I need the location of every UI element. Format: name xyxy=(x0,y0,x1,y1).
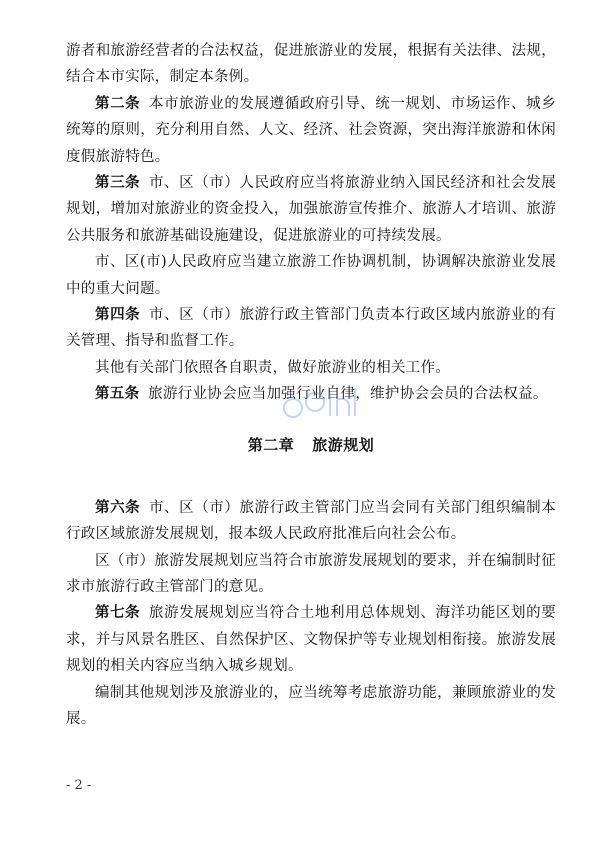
continuation-paragraph: 游者和旅游经营者的合法权益，促进旅游业的发展，根据有关法律、法规，结合本市实际，制定本条例。 xyxy=(66,43,556,86)
article-text: 市、区（市）人民政府应当将旅游业纳入国民经济和社会发展规划，增加对旅游业的资金投入，加强旅游宣传推介、旅游人才培训、旅游公共服务和旅游基础设施建设，促进旅游业的可持续发展。 xyxy=(66,175,556,244)
article-text: 市、区(市)人民政府应当建立旅游工作协调机制，协调解决旅游业发展中的重大问题。 xyxy=(66,254,556,297)
article-text: 区（市）旅游发展规划应当符合市旅游发展规划的要求，并在编制时征求市旅游行政主管部门的意见。 xyxy=(66,552,556,595)
article-paragraph xyxy=(66,170,556,249)
article-paragraph xyxy=(66,249,556,302)
article-text: 旅游行业协会应当加强行业自律，维护协会会员的合法权益。 xyxy=(148,386,548,403)
chapter-number: 第二章 xyxy=(247,435,295,454)
article-number: 第七条 xyxy=(95,605,141,622)
article-text: 本市旅游业的发展遵循政府引导、统一规划、市场运作、城乡统筹的原则，充分利用自然、人文、经济、社会资源，突出海洋旅游和休闲度假旅游特色。 xyxy=(66,95,556,165)
article-text: 市、区（市）旅游行政主管部门负责本行政区域内旅游业的有关管理、指导和监督工作。 xyxy=(66,307,556,350)
article-text: 其他有关部门依照各自职责，做好旅游业的相关工作。 xyxy=(95,359,451,376)
chapter-title: 旅游规划 xyxy=(312,435,375,454)
article-paragraph xyxy=(66,600,556,679)
article-paragraph xyxy=(66,548,556,601)
article-paragraph xyxy=(66,381,556,407)
article-paragraph xyxy=(66,495,556,548)
article-paragraph xyxy=(66,302,556,355)
article-paragraph xyxy=(66,91,556,170)
chapter-heading xyxy=(66,434,556,455)
article-number: 第二条 xyxy=(95,95,141,112)
page-number: - 2 - xyxy=(66,778,92,793)
article-text: 编制其他规划涉及旅游业的，应当统筹考虑旅游功能，兼顾旅游业的发展。 xyxy=(66,684,556,727)
article-number: 第四条 xyxy=(95,307,141,324)
article-paragraph xyxy=(66,355,556,381)
article-number: 第五条 xyxy=(95,386,140,403)
article-paragraph xyxy=(66,680,556,733)
article-text: 市、区（市）旅游行政主管部门应当会同有关部门组织编制本行政区域旅游发展规划，报本级人民政府批准后向社会公布。 xyxy=(66,499,556,543)
article-text: 旅游发展规划应当符合土地利用总体规划、海洋功能区划的要求，并与风景名胜区、自然保护区、文物保护等专业规划相衔接。旅游发展规划的相关内容应当纳入城乡规划。 xyxy=(66,605,556,675)
document-body xyxy=(66,38,556,732)
article-number: 第六条 xyxy=(95,499,141,516)
article-number: 第三条 xyxy=(95,175,141,192)
